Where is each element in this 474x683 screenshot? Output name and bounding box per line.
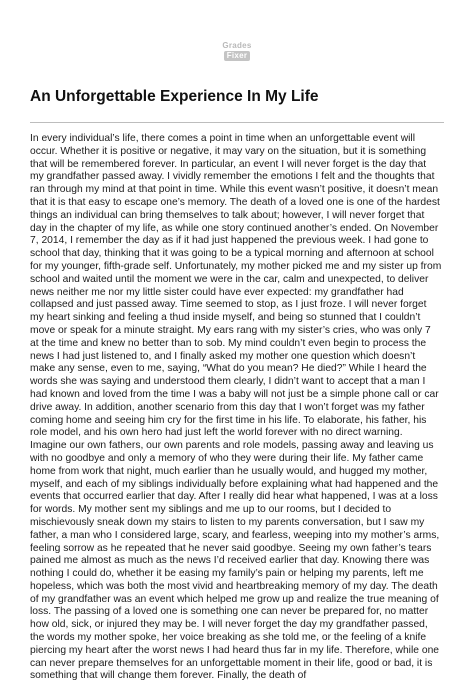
- document-title: An Unforgettable Experience In My Life: [30, 88, 319, 105]
- logo-word-grades: Grades: [222, 41, 252, 50]
- title-divider: [30, 122, 444, 123]
- logo-word-fixer: Fixer: [224, 51, 251, 61]
- document-body: In every individual’s life, there comes a point in time when an unforgettable event will occur. Whether it is positive or negative, it may vary on the situation, but it is something that will be remembered forever. In particular, an event I will never forget is the day that my grandfather passed away. I vividly remember the emotions I felt and the thoughts that ran through my mind at that point in time. While this event wasn’t positive, it doesn’t mean that it is that easy to escape one’s memory. The death of a loved one is one of the hardest things an individual can bring themselves to talk about; however, I will never forget that day in the chapter of my life, as while one story continued another’s ended. On November 7, 2014, I remember the day as if it had just happened the previous week. I had gone to school that day, thinking that it was going to be a typical morning and afternoon at school for my younger, fifth-grade self. Unfortunately, my mother picked me and my sister up from school and waited until the moment we were in the car, calm and unexpected, to deliver news neither me nor my little sister could have ever expected: my grandfather had collapsed and just passed away. Time seemed to stop, as I just froze. I will never forget my heart sinking and feeling a thud inside myself, and being so stunned that I couldn’t move or speak for a minute straight. My ears rang with my sister’s cries, who was only 7 at the time and knew no better than to sob. My mind couldn’t even begin to process the news I had just listened to, and I finally asked my mother one question which doesn’t make any sense, even to me, saying, “What do you mean? He died?” While I heard the words she was saying and understood them clearly, I didn’t want to accept that a man I had known and loved from the time I was a baby will not just be a simple phone call or car drive away. In addition, another scenario from this day that I won’t forget was my father coming home and seeing him cry for the first time in his life. To elaborate, his father, his role model, and his own hero had just left the world forever with no direct warning. Imagine our own fathers, our own parents and role models, passing away and leaving us with no goodbye and only a memory of who they were during their life. My father came home from work that night, much earlier than he usually would, and hugged my mother, myself, and each of my siblings individually before explaining what had happened and the events that occurred earlier that day. After I really did hear what happened, I was at a loss for words. My mother sent my siblings and me up to our rooms, but I decided to mischievously sneak down my stairs to listen to my parents conversation, but I saw my father, a man who I considered large, scary, and fearless, weeping into my mother’s arms, feeling sorrow as he repeated that he never said goodbye. Seeing my own father’s tears pained me almost as much as the news I’d received earlier that day. Knowing there was nothing I could do, whether it be easing my family’s pain or helping my parents, left me hopeless, which was both the most vivid and heartbreaking memory of my day. The death of my grandfather was an event which helped me grow up and realize the true meaning of loss. The passing of a loved one is something one can never be prepared for, no matter how old, sick, or injured they may be. I will never forget the day my grandfather passed, the words my mother spoke, her voice breaking as she told me, or the feeling of a knife piercing my heart after the worst news I had heard thus far in my life. Therefore, while one can never prepare themselves for an unforgettable moment in their life, good or bad, it is something that will change them forever. Finally, the death of: [30, 133, 442, 682]
- grades-fixer-logo: [0, 42, 474, 61]
- logo-mark: [222, 42, 251, 61]
